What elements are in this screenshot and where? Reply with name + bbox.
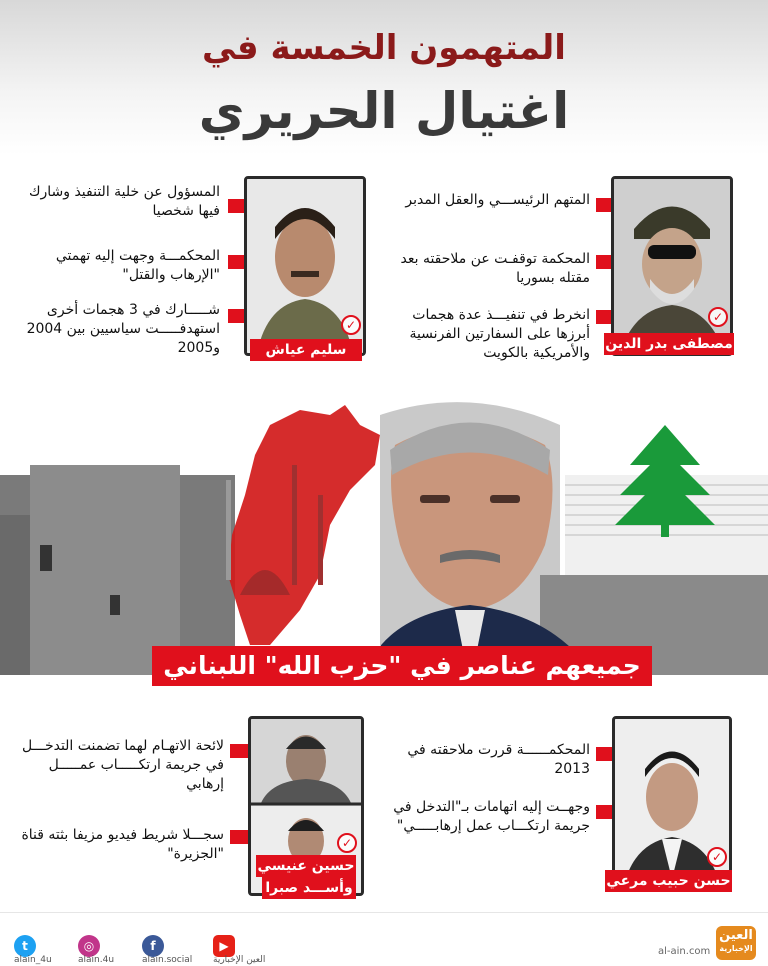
instagram-icon: ◎	[78, 935, 100, 957]
logo-sub: الإخبارية	[719, 944, 753, 953]
ayyash-point-3: شـــــارك في 3 هجمات أخرى استهدفـــــت سياسيين بين 2004 و2005	[26, 302, 220, 356]
page-title-main: اغتيال الحريري	[198, 82, 570, 140]
al-ain-logo	[716, 926, 756, 960]
merhi-photo	[612, 716, 732, 892]
ayyash-photo	[244, 176, 366, 356]
merhi-name: حسن حبيب مرعي	[605, 870, 732, 892]
facebook-handle: alain.social	[142, 955, 193, 965]
merhi-point-2: وجهــت إليه اتهامات بـ"التدخل في جريمة ارتكـــاب عمل إرهابـــــي"	[393, 799, 590, 834]
instagram-handle: alain.4u	[78, 955, 115, 965]
check-icon: ✓	[337, 833, 357, 853]
ayyash-name: سليم عياش	[250, 339, 362, 361]
bullet-marker	[230, 744, 248, 758]
logo-main: العين	[719, 928, 753, 943]
facebook-icon: f	[142, 935, 164, 957]
check-icon: ✓	[708, 307, 728, 327]
badreddine-photo	[611, 176, 733, 356]
bullet-marker	[230, 830, 248, 844]
sabra-name: وأســـد صبرا	[262, 877, 356, 899]
badreddine-point-1: المتهم الرئيســـي والعقل المدبر	[405, 192, 590, 208]
oneissi-sabra-point-1: لائحة الاتهـام لهما تضمنت التدخـــل في جريمة ارتكـــــاب عمـــــل إرهابي	[22, 738, 224, 792]
oneissi-sabra-point-2: سجـــلا شريط فيديو مزيفا بثته قناة "الجزيرة"	[21, 827, 224, 862]
youtube-icon: ▶	[213, 935, 235, 957]
hezbollah-banner: جميعهم عناصر في "حزب الله" اللبناني	[152, 646, 652, 686]
twitter-icon: t	[14, 935, 36, 957]
footer	[0, 912, 768, 966]
page-title	[0, 28, 768, 68]
ayyash-point-2: المحكمـــة وجهت إليه تهمتي "الإرهاب والقتل"	[55, 248, 220, 283]
twitter-handle: alain_4u	[14, 955, 52, 965]
badreddine-point-2: المحكمة توقفـت عن ملاحقته بعد مقتله بسوريا	[400, 251, 590, 286]
title-part-red: المتهمون الخمسة في	[202, 28, 566, 68]
portrait-image	[614, 179, 730, 353]
check-icon: ✓	[341, 315, 361, 335]
merhi-point-1: المحكمــــــة قررت ملاحقته في 2013	[407, 742, 590, 777]
lebanon-scene	[0, 395, 768, 685]
youtube-handle: العين الإخبارية	[213, 955, 266, 965]
badreddine-name: مصطفى بدر الدين	[604, 333, 734, 355]
check-icon: ✓	[707, 847, 727, 867]
badreddine-point-3: انخرط في تنفيـــذ عدة هجمات أبرزها على السفارتين الفرنسية والأمريكية بالكويت	[409, 307, 590, 361]
oneissi-name: حسين عنيسي	[256, 855, 356, 877]
ayyash-point-1: المسؤول عن خلية التنفيذ وشارك فيها شخصيا	[28, 184, 220, 219]
site-url[interactable]: al-ain.com	[658, 946, 711, 957]
